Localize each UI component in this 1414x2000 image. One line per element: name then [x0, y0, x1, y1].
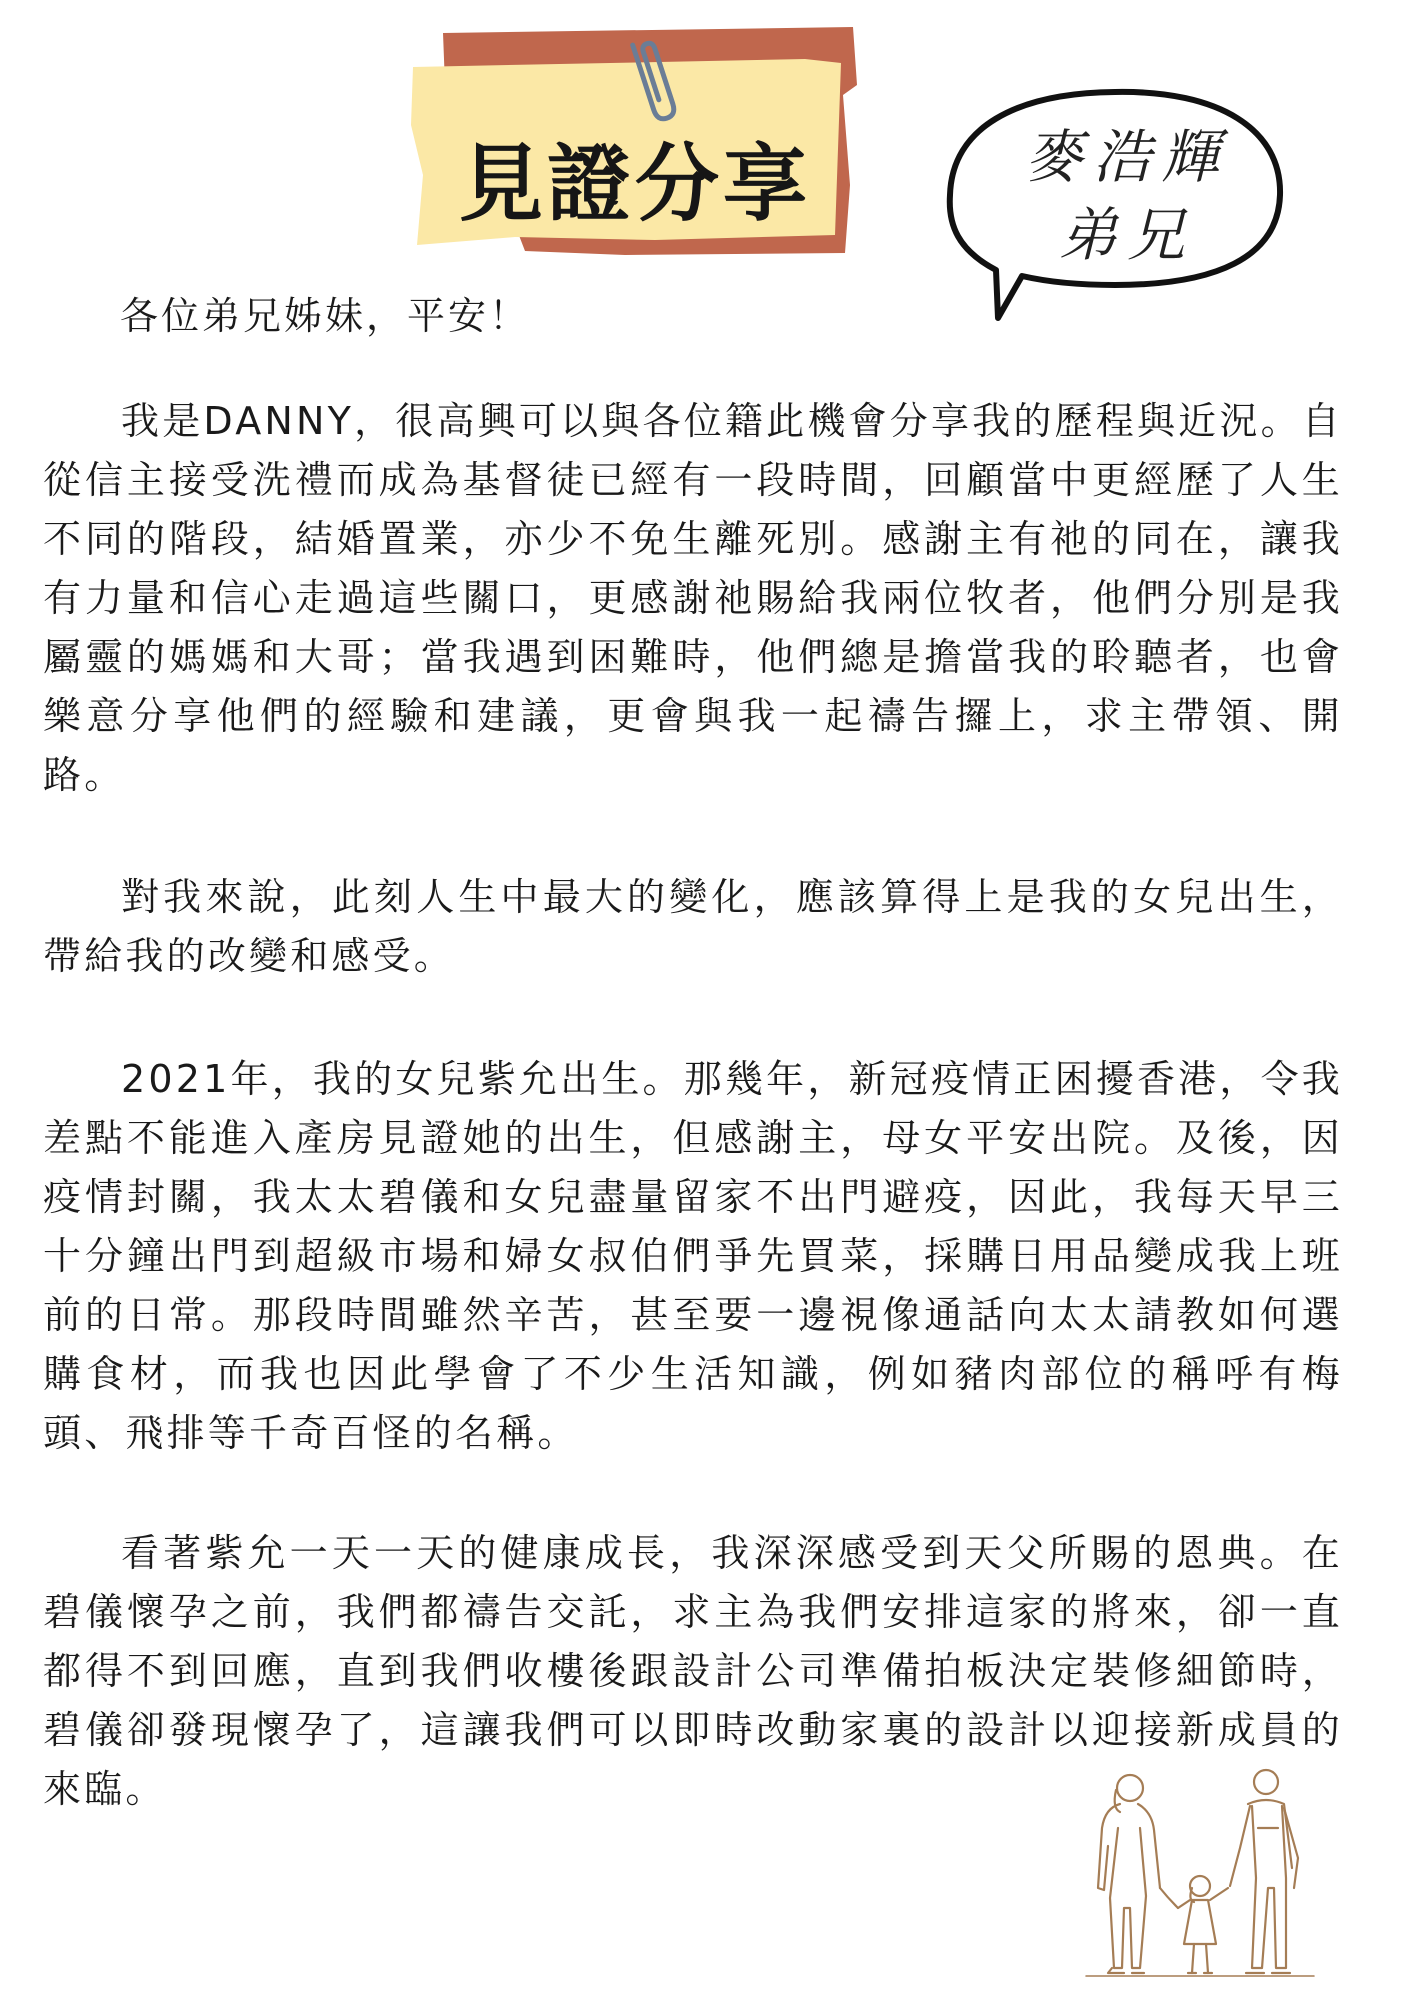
paragraph-3: 2021年，我的女兒紫允出生。那幾年，新冠疫情正困擾香港，令我差點不能進入產房見證她的出生，但感謝主，母女平安出院。及後，因疫情封關，我太太碧儀和女兒盡量留家不出門避疫，因此，我每天早三十分鐘出門到超級市場和婦女叔伯們爭先買菜，採購日用品變成我上班前的日常。那段時間雖然辛苦，甚至要一邊視像通話向太太請教如何選購食材，而我也因此學會了不少生活知識，例如豬肉部位的稱呼有梅頭、飛排等千奇百怪的名稱。: [43, 1057, 1343, 1455]
author-name-line2: 弟兄: [1058, 201, 1195, 269]
title-banner: [405, 25, 865, 260]
family-illustration: [1080, 1768, 1320, 1987]
page-title: 見證分享: [458, 134, 811, 233]
author-name-line1: 麥浩輝: [1024, 123, 1229, 191]
paragraph-4: 看著紫允一天一天的健康成長，我深深感受到天父所賜的恩典。在碧儀懷孕之前，我們都禱告交託，求主為我們安排這家的將來，卻一直都得不到回應，直到我們收樓後跟設計公司準備拍板決定裝修細節時，碧儀卻發現懷孕了，這讓我們可以即時改動家裏的設計以迎接新成員的來臨。: [43, 1531, 1343, 1811]
author-speech-bubble: [930, 80, 1300, 325]
greeting: 各位弟兄姊妹，平安！: [120, 294, 531, 338]
father-figure: [1230, 1770, 1298, 1973]
paragraph-1: 我是DANNY，很高興可以與各位籍此機會分享我的歷程與近況。自從信主接受洗禮而成為基督徒已經有一段時間，回顧當中更經歷了人生不同的階段，結婚置業，亦少不免生離死別。感謝主有祂的同在，讓我有力量和信心走過這些關口，更感謝祂賜給我兩位牧者，他們分別是我屬靈的媽媽和大哥；當我遇到困難時，他們總是擔當我的聆聽者，也會樂意分享他們的經驗和建議，更會與我一起禱告攞上，求主帶領、開路。: [43, 399, 1343, 797]
child-figure: [1178, 1876, 1228, 1973]
paragraph-2: 對我來說，此刻人生中最大的變化，應該算得上是我的女兒出生，帶給我的改變和感受。: [43, 875, 1343, 978]
mother-figure: [1098, 1775, 1178, 1973]
author-name: [992, 118, 1262, 274]
